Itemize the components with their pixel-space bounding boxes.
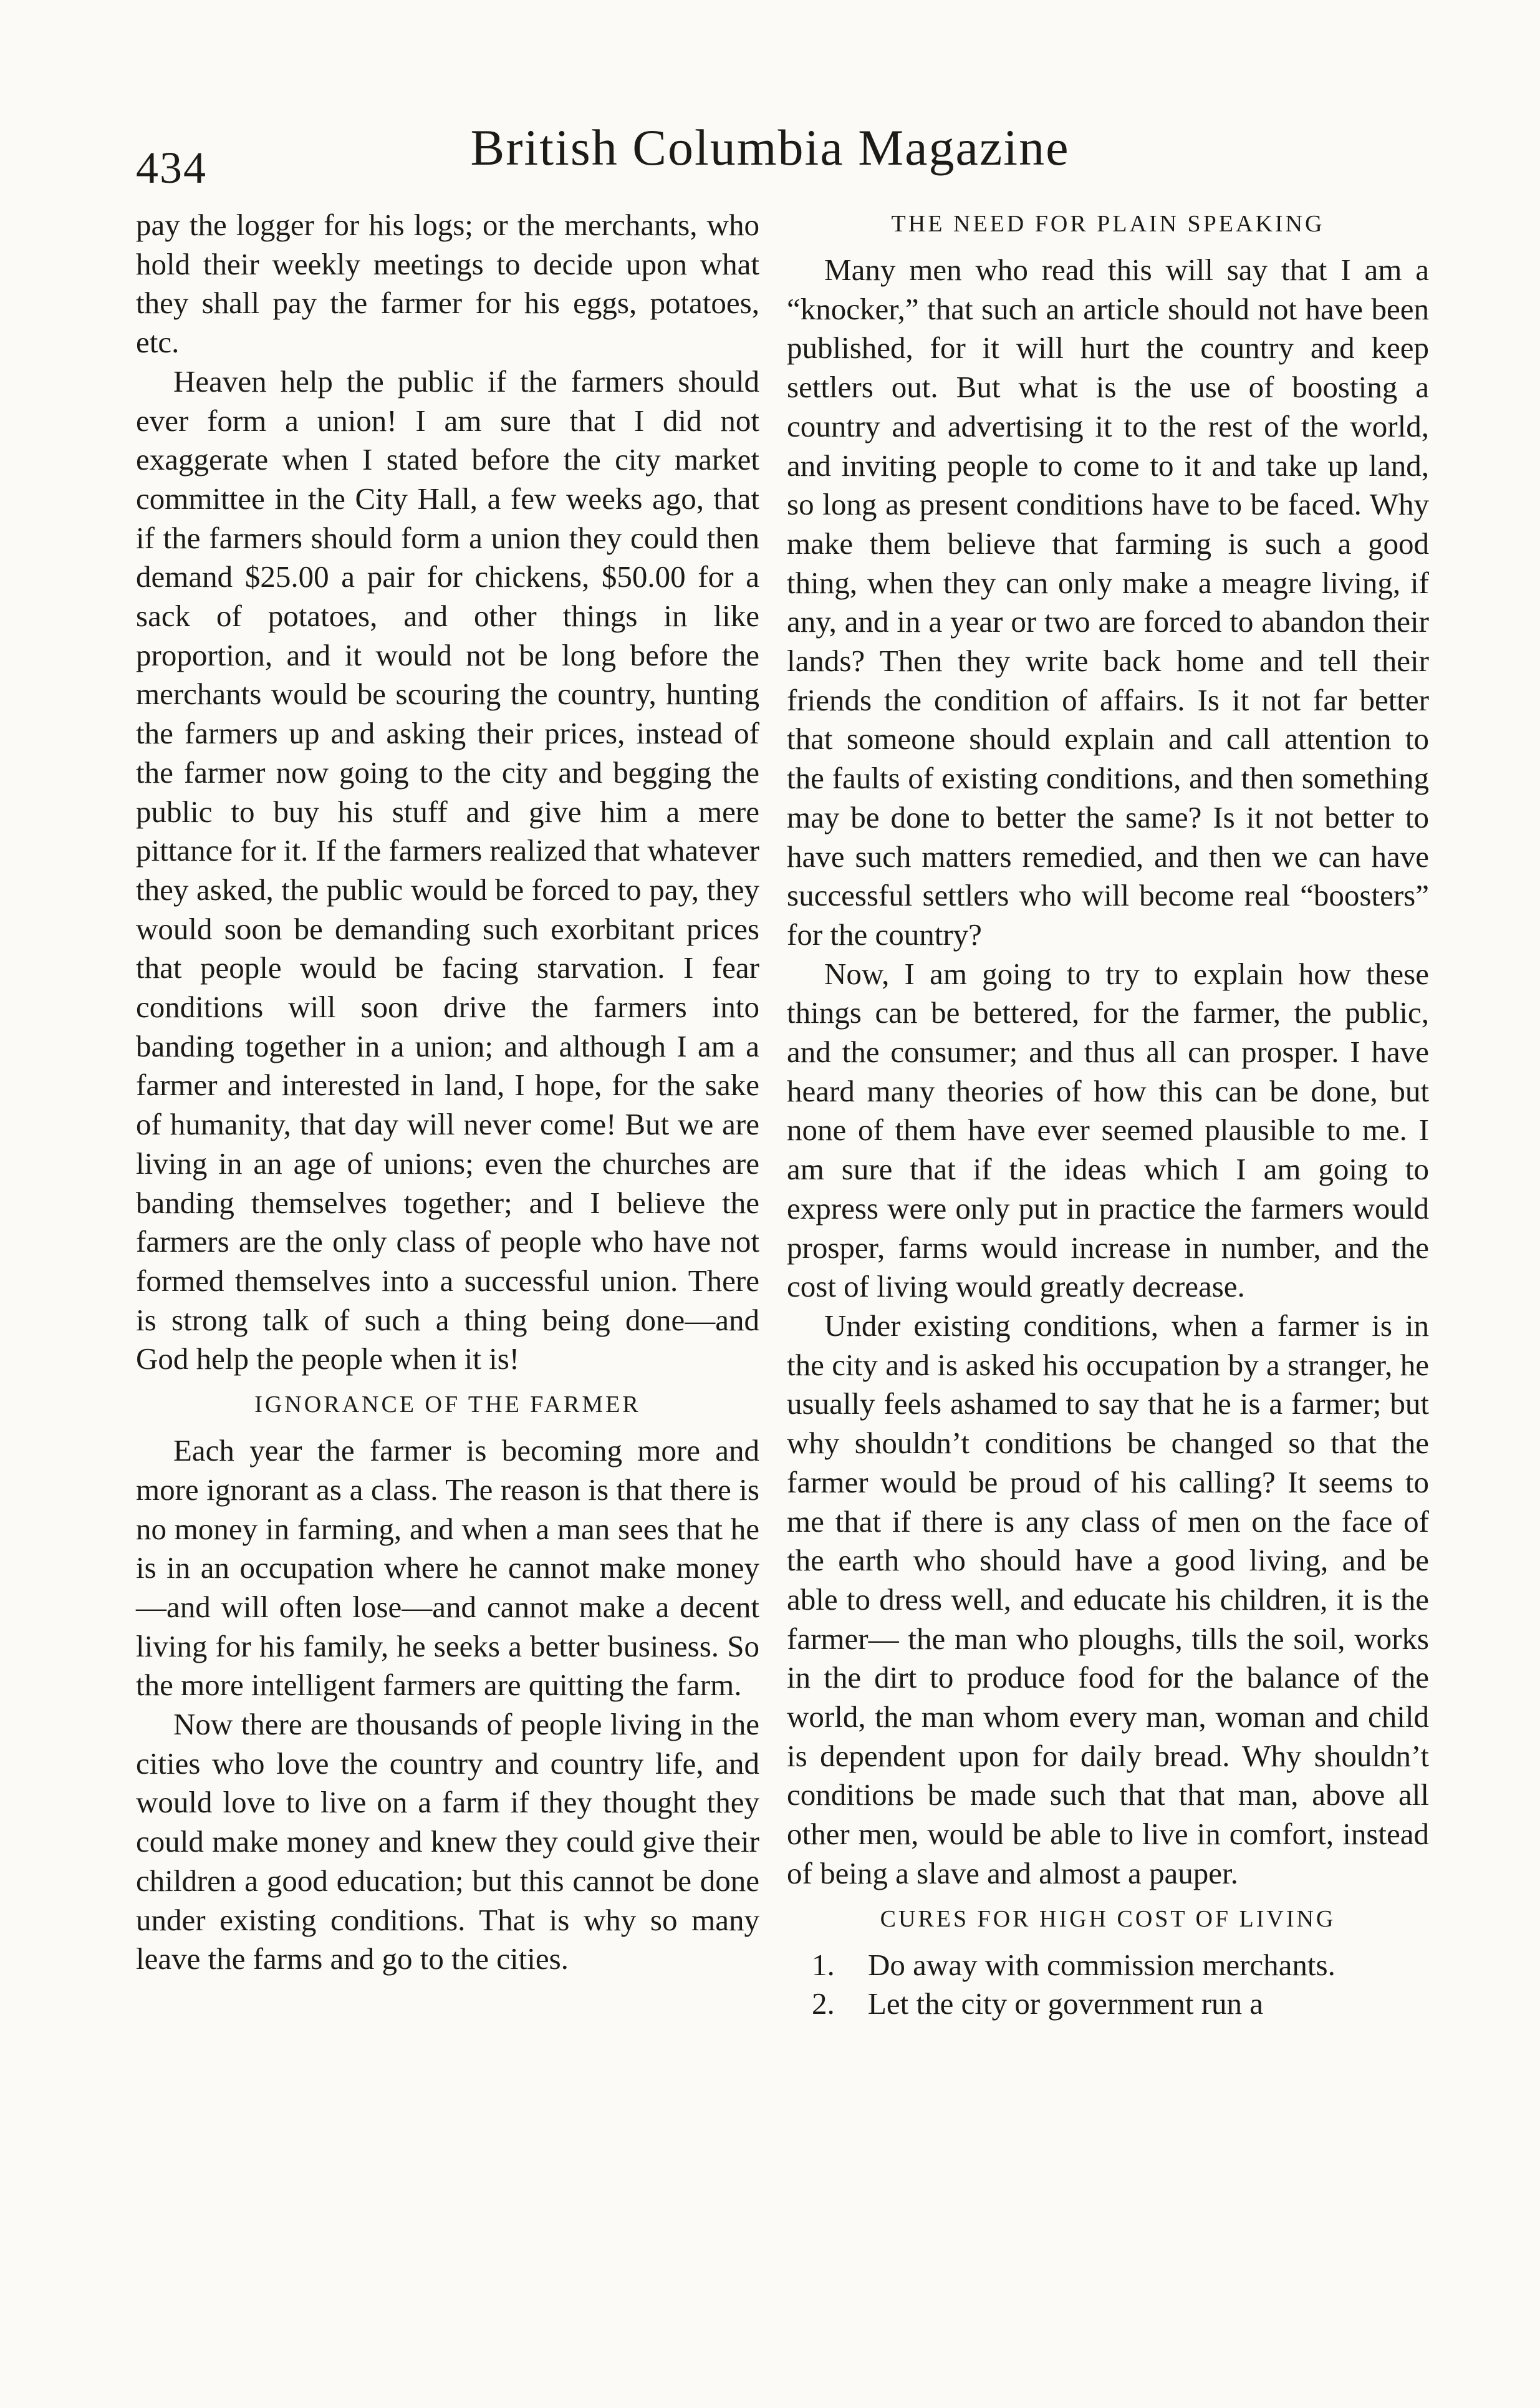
list-item-number: 1.	[812, 1947, 835, 1982]
page-header	[0, 106, 1540, 200]
paragraph: Under existing conditions, when a farmer is in the city and is asked his occupation by a stranger, he usually feels ashamed to say that he is a farmer; but why shouldn’t conditions be changed so that the farmer would be proud of his calling? It seems to me that if there is any class of men on the face of the earth who should have a good living, and be able to dress well, and educate his children, it is the farmer— the man who ploughs, tills the soil, works in the dirt to produce food for the balance of the world, the man whom every man, woman and child is dependent upon for daily bread. Why shouldn’t conditions be made such that that man, above all other men, would be able to live in comfort, instead of being a slave and almost a pauper.	[787, 1308, 1429, 1890]
paragraph: Now there are thousands of people living in the cities who love the country and country life, and would love to live on a farm if they thought they could make money and knew they could give their children a good education; but this cannot be done under existing conditions. That is why so many leave the farms and go to the cities.	[136, 1707, 759, 1976]
paragraph: Now, I am going to try to explain how these things can be bettered, for the farmer, the public, and the consumer; and thus all can prosper. I have heard many theories of how this can be done, but none of them have ever seemed plausible to me. I am sure that if the ideas which I am going to express were only put in practice the farmers would prosper, farms would increase in number, and the cost of living would greatly decrease.	[787, 956, 1429, 1304]
left-column	[136, 206, 759, 1979]
cures-list	[787, 1946, 1429, 2024]
section-heading-ignorance: IGNORANCE OF THE FARMER	[254, 1391, 641, 1418]
paragraph: Heaven help the public if the farmers should ever form a union! I am sure that I did not exaggerate when I stated before the city market committee in the City Hall, a few weeks ago, that if the farmers should form a union they could then demand $25.00 a pair for chickens, $50.00 for a sack of potatoes, and other things in like proportion, and it would not be long before the merchants would be scouring the country, hunting the farmers up and asking their prices, instead of the farmer now going to the city and begging the public to buy his stuff and give him a mere pittance for it. If the farmers realized that whatever they asked, the public would be forced to pay, they would soon be demanding such exorbitant prices that people would be facing starvation. I fear conditions will soon drive the farmers into banding together in a union; and although I am a farmer and interested in land, I hope, for the sake of humanity, that day will never come! But we are living in an age of unions; even the churches are banding themselves together; and I believe the farmers are the only class of people who have not formed themselves into a successful union. There is strong talk of such a thing being done—and God help the people when it is!	[136, 364, 759, 1376]
page-number: 434	[136, 143, 207, 193]
section-heading-cures: CURES FOR HIGH COST OF LIVING	[880, 1905, 1336, 1932]
section-heading-plain-speaking: THE NEED FOR PLAIN SPEAKING	[891, 211, 1325, 237]
paragraph: pay the logger for his logs; or the merchants, who hold their weekly meetings to decide upon what they shall pay the farmer for his eggs, potatoes, etc.	[136, 208, 759, 360]
list-item-text: Do away with commission merchants.	[868, 1947, 1335, 1982]
list-item	[787, 1985, 1429, 2024]
list-item	[787, 1946, 1429, 1985]
right-column	[787, 206, 1429, 2024]
list-item-number: 2.	[812, 1986, 835, 2021]
paragraph: Many men who read this will say that I am a “knocker,” that such an article should not have been published, for it will hurt the country and keep settlers out. But what is the use of boosting a country and advertising it to the rest of the world, and inviting people to come to it and take up land, so long as present conditions have to be faced. Why make them believe that farming is such a good thing, when they can only make a meagre living, if any, and in a year or two are forced to abandon their lands? Then they write back home and tell their friends the condition of affairs. Is it not far better that someone should explain and call attention to the faults of existing conditions, and then something may be done to better the same? Is it not better to have such matters remedied, and then we can have successful settlers who will become real “boosters” for the country?	[787, 253, 1429, 952]
running-title: British Columbia Magazine	[470, 119, 1070, 176]
paragraph: Each year the farmer is becoming more and more ignorant as a class. The reason is that there is no money in farming, and when a man sees that he is in an occupation where he cannot make money—and will often lose—and cannot make a decent living for his family, he seeks a better business. So the more intelligent farmers are quitting the farm.	[136, 1433, 759, 1703]
list-item-text: Let the city or government run a	[868, 1986, 1264, 2021]
